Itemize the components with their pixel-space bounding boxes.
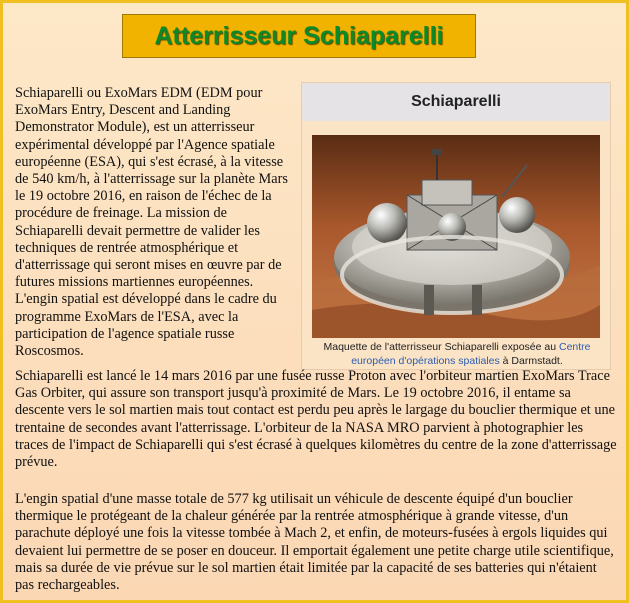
page-title: Atterrisseur Schiaparelli [154,21,444,50]
paragraph-spacecraft: L'engin spatial d'une masse totale de 577 kg utilisait un véhicule de descente équipé d'un bouclier thermique le protégeant de la chaleur générée par la rentrée atmosphérique à grande vitesse, d'un parachute déployé une fois la vitesse tombée à Mach 2, et enfin, de moteurs-fusées à ergols liquides qui devaient lui permettre de se poser en douceur. Il emportait également une petite charge utile scientifique, mais sa durée de vie prévue sur le sol martien était limitée par la capacité de ses batteries qui n'étaient pas rechargeables. [15,491,614,594]
caption-text-end: à Darmstadt. [499,355,563,367]
caption-link-esoc[interactable]: Centre européen d'opérations spatiales [351,341,591,367]
infobox-header [302,83,610,121]
paragraph-launch: Schiaparelli est lancé le 14 mars 2016 par une fusée russe Proton avec l'orbiteur martien ExoMars Trace Gas Orbiter, qui assure son transport jusqu'à proximité de Mars. Le 19 octobre 2016, il entame sa descente vers le sol martien mais tout contact est perdu peu après le largage du bouclier thermique et une trentaine de secondes avant l'atterrissage. L'orbiteur de la NASA MRO parvient à photographier les traces de l'impact de Schiaparelli qui s'est écrasé à quelques kilomètres du centre de la zone d'atterrissage prévue. [15,368,617,471]
title-banner [122,14,476,58]
lander-illustration [312,135,600,338]
paragraph-intro: Schiaparelli ou ExoMars EDM (EDM pour ExoMars Entry, Descent and Landing Demonstrator Module), est un atterrisseur expérimental développé par l'Agence spatiale européenne (ESA), qui s'est écrasé, à la vitesse de 540 km/h, à l'atterrissage sur la planète Mars le 19 octobre 2016, en raison de l'échec de la procédure de freinage. La mission de Schiaparelli devait permettre de valider les techniques de rentrée atmosphérique et d'atterrissage qui seront mises en œuvre par de futures missions martiennes européennes. L'engin spatial est développé dans le cadre du programme ExoMars de l'ESA, avec la participation de l'agence spatiale russe Roscosmos. [15,85,288,360]
image-caption [310,340,604,368]
caption-text: Maquette de l'atterrisseur Schiaparelli exposée au [323,341,559,353]
infobox [301,82,611,370]
infobox-title: Schiaparelli [411,93,501,110]
lander-model-photo [312,135,600,338]
